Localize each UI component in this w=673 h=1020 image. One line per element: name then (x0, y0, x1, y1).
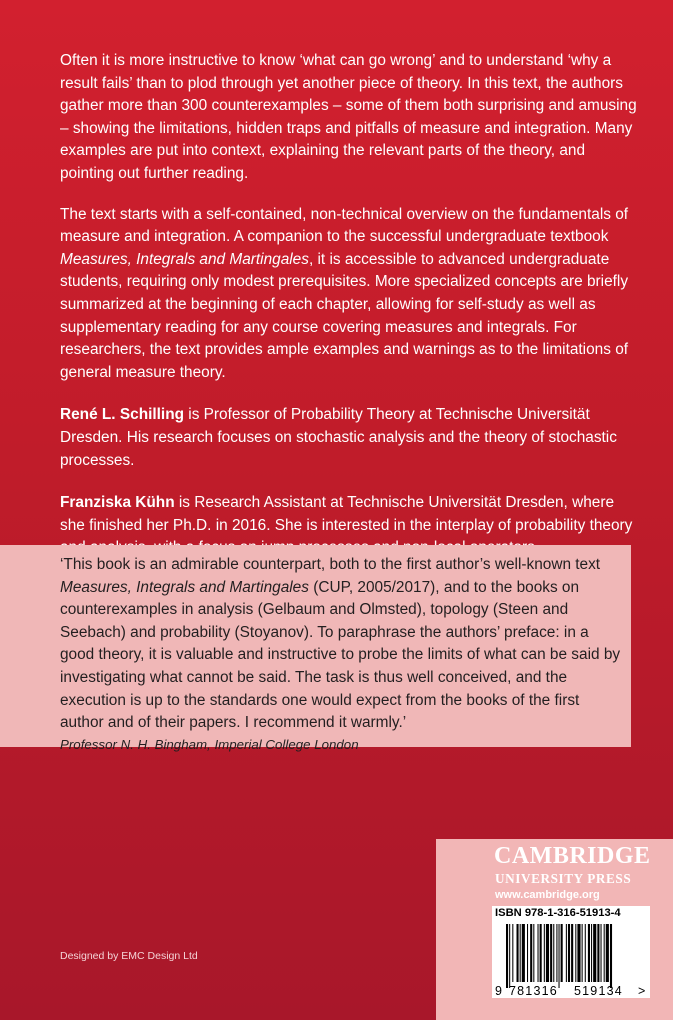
barcode-bar (544, 924, 545, 982)
review-quote-text-cont: (CUP, 2005/2017), and to the books on counterexamples in analysis (Gelbaum and Olmsted), topology (Steen and Seebach) and probability (Stoyanov). To paraphrase the authors’ preface: in a good theory, it is valuable and instructive to probe the limits of what can be said by investigating what cannot be said. The task is thus well conceived, and the execution is up to the standards one would expect from the books of the first author and of their papers. I recommend it warmly.’ (60, 578, 621, 732)
review-book-title: Measures, Integrals and Martingales (60, 578, 309, 596)
author-2-name: Franziska Kühn (60, 494, 175, 512)
barcode-digits-right: 519134 (574, 984, 623, 998)
barcode-bar (559, 924, 560, 988)
barcode-bar (568, 924, 570, 982)
author-2-bio-text: is Research Assistant at Technische Universität Dresden, where she finished her Ph.D. in 2016. She is interested in the interplay of probability theory (60, 494, 633, 534)
barcode-bar (588, 924, 590, 982)
author-1-bio (60, 404, 640, 472)
barcode-bar (597, 924, 599, 982)
isbn-label: ISBN 978-1-316-51913-4 (495, 907, 621, 919)
barcode-bar (566, 924, 567, 982)
barcode-bar (506, 924, 508, 988)
author-1-name: René L. Schilling (60, 406, 184, 424)
barcode-bar (575, 924, 576, 982)
barcode-bar (509, 924, 510, 988)
barcode-bar (550, 924, 552, 982)
barcode-icon (492, 922, 650, 998)
barcode-bar (530, 924, 532, 982)
barcode-bar (591, 924, 592, 982)
publisher-logo-name: CAMBRIDGE (494, 843, 651, 869)
review-quote-text: ‘This book is an admirable counterpart, both to the first author’s well-known text (60, 556, 601, 573)
blurb-paragraph-1: Often it is more instructive to know ‘what can go wrong’ and to understand ‘why a result fails’ than to plod through yet another piece of theory. In this text, the authors gather more than 300 counterexamples – some of them both surprising and amusing – showing the limitations, hidden traps and pitfalls of measure and integration. Many examples are put into context, explaining the relevant parts of the theory, and pointing out further reading. (60, 52, 637, 182)
barcode-bar (604, 924, 605, 982)
blurb-paragraph-2 (60, 204, 640, 385)
barcode-digits-left: 781316 (509, 984, 558, 998)
isbn-barcode (492, 906, 650, 998)
barcode-digit-lead: 9 (495, 984, 502, 998)
review-quote (60, 554, 625, 754)
barcode-bar (512, 924, 513, 982)
barcode-bar (593, 924, 596, 982)
barcode-bar (582, 924, 583, 982)
barcode-bar (522, 924, 525, 982)
barcode-bar (577, 924, 580, 982)
barcode-bar (606, 924, 609, 982)
designer-credit: Designed by EMC Design Ltd (60, 950, 198, 962)
barcode-bar (520, 924, 521, 982)
companion-book-title: Measures, Integrals and Martingales (60, 250, 309, 268)
author-1-bio-text: is Professor of Probability Theory at Technische Universität Dresden. His research focuses on stochastic analysis and the theory of stochastic processes. (60, 406, 617, 469)
publisher-panel (436, 839, 673, 1020)
review-attribution: Professor N. H. Bingham, Imperial College London (60, 736, 359, 752)
barcode-bar (540, 924, 542, 982)
publisher-url: www.cambridge.org (495, 889, 600, 901)
review-quote-panel (0, 545, 631, 752)
barcode-bar (538, 924, 539, 982)
barcode-quiet-mark: > (638, 984, 646, 998)
barcode-bar (585, 924, 586, 982)
back-cover-blurb (60, 50, 640, 578)
barcode-bar (546, 924, 549, 982)
blurb-paragraph-2-text: The text starts with a self-contained, non-technical overview on the fundamentals of measure and integration. A companion to the successful undergraduate textbook (60, 205, 629, 246)
barcode-bar (556, 924, 557, 982)
barcode-bar (610, 924, 612, 988)
barcode-bar (533, 924, 534, 982)
barcode-bar (553, 924, 554, 982)
blurb-paragraph-2-text-cont: , it is accessible to advanced undergraduate students, requiring only modest prerequisites. More specialized concepts are briefly summarized at the beginning of each chapter, allowing for self-study as well as supplementary reading for any course covering measures and integrals. For researchers, the text provides ample examples and warnings as to the limitations of general measure theory. (60, 250, 629, 381)
barcode-bar (561, 924, 563, 982)
publisher-logo-press: UNIVERSITY PRESS (495, 871, 632, 886)
barcode-bar (571, 924, 573, 982)
barcode-bar (601, 924, 602, 982)
barcode-bar (527, 924, 528, 982)
barcode-bar (517, 924, 519, 982)
